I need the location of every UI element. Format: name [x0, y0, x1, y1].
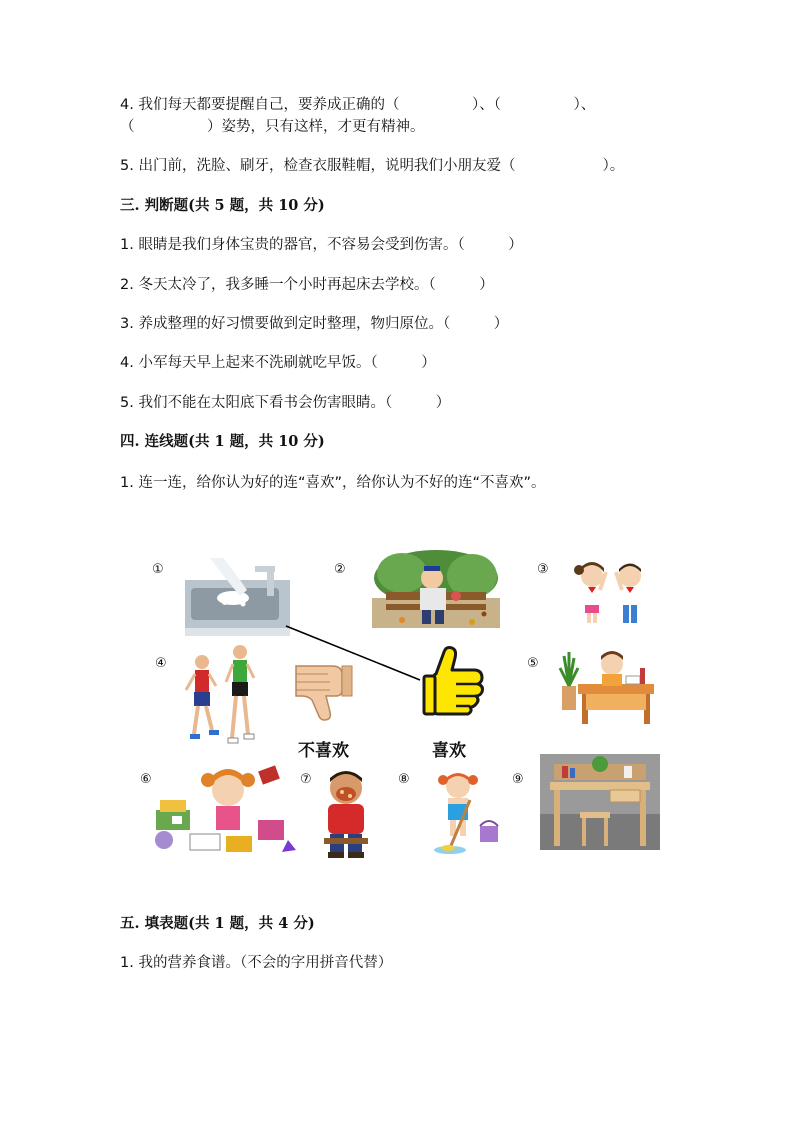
pic-number-3: ③ [537, 562, 549, 577]
table-heading: 五. 填表题(共 1 题，共 4 分) [120, 915, 315, 932]
match-question: 1. 连一连，给你认为好的连“喜欢”，给你认为不好的连“不喜欢”。 [120, 475, 546, 491]
pic-number-2: ② [334, 562, 346, 577]
pic-number-4: ④ [155, 656, 167, 671]
pic-number-7: ⑦ [300, 772, 312, 787]
match-heading: 四. 连线题(共 1 题，共 10 分) [120, 433, 325, 450]
judge-item-2: 2. 冬天太冷了，我多睡一个小时再起床去学校。（ ） [120, 277, 494, 293]
judge-heading: 三. 判断题(共 5 题，共 10 分) [120, 197, 325, 214]
messy-room-girl-picture [150, 760, 298, 858]
girl-mopping-picture [428, 768, 504, 856]
man-eating-bench-picture [372, 548, 500, 630]
pic-number-8: ⑧ [398, 772, 410, 787]
judge-item-3: 3. 养成整理的好习惯要做到定时整理，物归原位。（ ） [120, 316, 509, 332]
judge-item-1: 1. 眼睛是我们身体宝贵的器官，不容易会受到伤害。（ ） [120, 237, 523, 253]
children-saluting-picture [570, 560, 652, 624]
pic-number-9: ⑨ [512, 772, 524, 787]
like-label: 喜欢 [432, 741, 466, 761]
handwashing-picture [185, 558, 293, 638]
girl-studying-desk-picture [556, 646, 660, 726]
table-question: 1. 我的营养食谱。（不会的字用拼音代替） [120, 955, 393, 971]
judge-item-5: 5. 我们不能在太阳底下看书会伤害眼睛。（ ） [120, 395, 451, 411]
match-connecting-line [284, 620, 424, 684]
tidy-desk-picture [540, 754, 660, 850]
pic-number-6: ⑥ [140, 772, 152, 787]
judge-item-4: 4. 小军每天早上起来不洗刷就吃早饭。（ ） [120, 355, 436, 371]
fill-q4-line1: 4. 我们每天都要提醒自己，要养成正确的（ ）、（ ）、 [120, 97, 596, 113]
pic-number-1: ① [152, 562, 164, 577]
dislike-label: 不喜欢 [298, 741, 349, 761]
boy-eating-picture [316, 766, 376, 862]
thumbs-up-icon [422, 644, 488, 716]
men-running-picture [182, 642, 260, 748]
pic-number-5: ⑤ [527, 656, 539, 671]
fill-q4-line2: （ ）姿势，只有这样，才更有精神。 [120, 119, 425, 135]
fill-q5: 5. 出门前，洗脸、刷牙，检查衣服鞋帽，说明我们小朋友爱（ ）。 [120, 158, 625, 174]
